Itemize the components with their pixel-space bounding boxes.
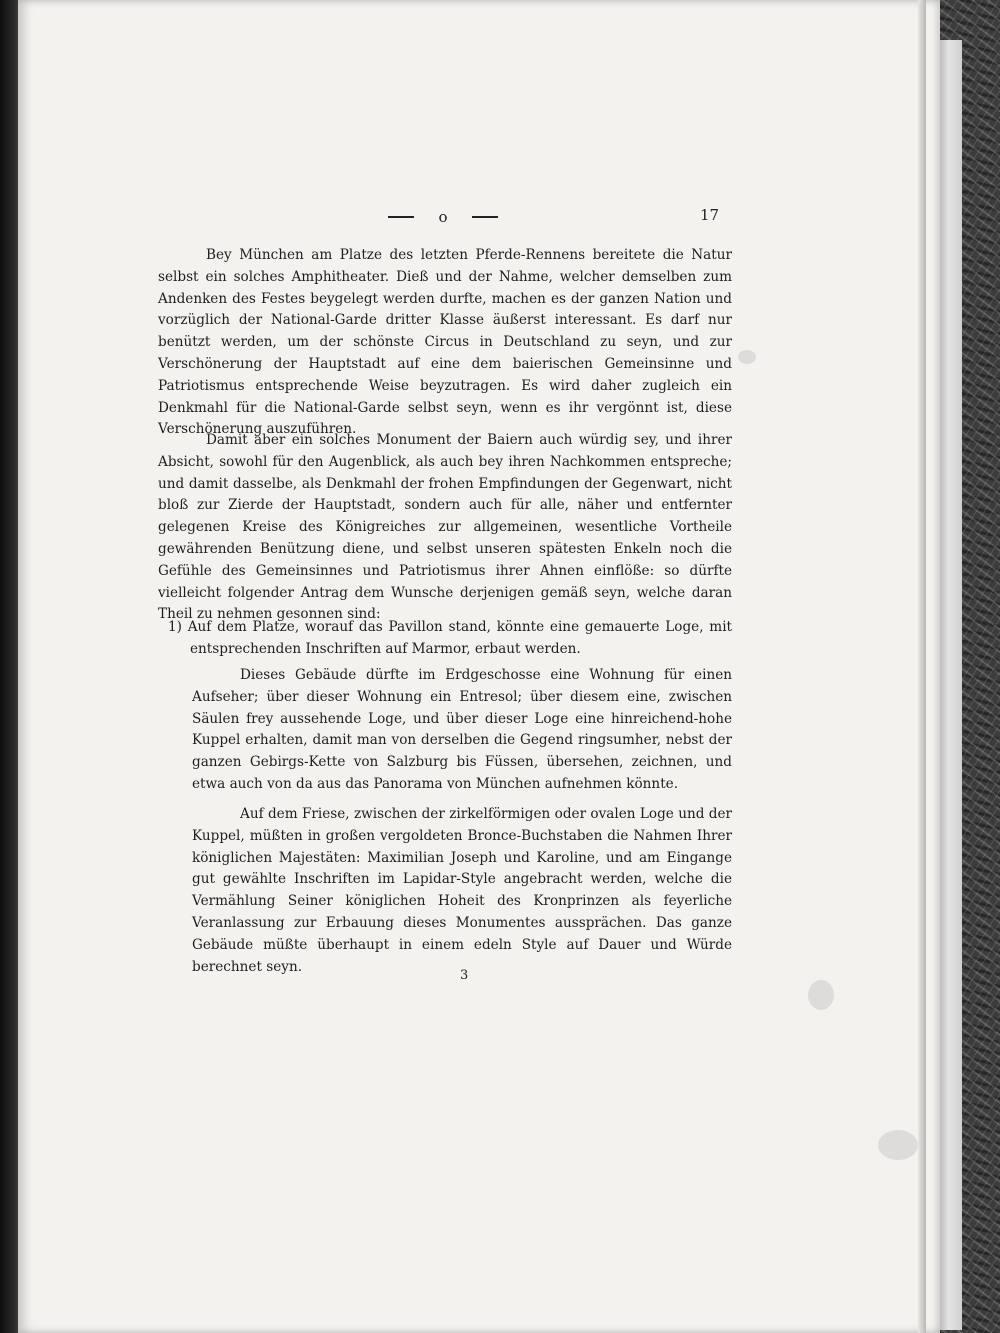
paper-stain <box>878 1130 918 1160</box>
running-head-ornament <box>388 206 498 228</box>
paragraph-2 <box>158 430 732 626</box>
ornament-dash-left <box>388 216 414 218</box>
page-number: 17 <box>700 206 720 224</box>
paragraph-2-text: Damit aber ein solches Monument der Baiern auch würdig sey, und ihrer Absicht, sowohl für den Augenblick, als auch bey ihren Nachkommen entspreche; und damit dasselbe, als Denkmahl der frohen Empfindungen der Gegenwart, nicht bloß zur Zierde der Hauptstadt, sondern auch für alle, näher und entfernter gelegenen Kreise des Königreiches zur allgemeinen, wesentliche Vortheile gewährenden Benützung diene, und selbst unseren spätesten Enkeln noch die Gefühle des Gemeinsinnes und Patriotismus ihrer Ahnen einflöße: so dürfte vielleicht folgender Antrag dem Wunsche derjenigen gemäß seyn, welche daran Theil zu nehmen gesonnen sind: <box>158 432 732 623</box>
ornament-mark: o <box>438 208 448 226</box>
ornament-dash-right <box>472 216 498 218</box>
numbered-item-1 <box>168 617 732 661</box>
paragraph-1-text: Bey München am Platze des letzten Pferde-Rennens bereitete die Natur selbst ein solches Amphitheater. Dieß und der Nahme, welcher demselben zum Andenken des Festes beygelegt werden durfte, machen es der ganzen Nation und vorzüglich der National-Garde dritter Klasse äußerst interessant. Es darf nur benützt werden, um der schönste Circus in Deutschland zu seyn, und zur Verschönerung der Hauptstadt auf eine dem baierischen Gemeinsinne und Patriotismus entsprechende Weise beyzutragen. Es wird daher zugleich ein Denkmahl für die National-Garde selbst seyn, wenn es ihr vergönnt ist, diese Verschönerung auszuführen. <box>158 247 732 438</box>
paper-stain <box>808 980 834 1010</box>
paragraph-1 <box>158 245 732 441</box>
signature-mark: 3 <box>460 968 469 983</box>
paragraph-4-text: Auf dem Friese, zwischen der zirkelförmigen oder ovalen Loge und der Kuppel, müßten in großen vergoldeten Bronce-Buchstaben die Nahmen Ihrer königlichen Majestäten: Maximilian Joseph und Karoline, und am Eingange gut gewählte Inschriften im Lapidar-Style angebracht werden, welche die Vermählung Seiner königlichen Hoheit des Kronprinzen als feyerliche Veranlassung zur Erbauung dieses Monumentes aussprächen. Das ganze Gebäude müßte überhaupt in einem edeln Style auf Dauer und Würde berechnet seyn. <box>192 806 732 975</box>
page-edge-shadow <box>918 0 926 1333</box>
paper-stain <box>738 350 756 364</box>
paragraph-3 <box>192 665 732 796</box>
paragraph-3-text: Dieses Gebäude dürfte im Erdgeschosse eine Wohnung für einen Aufseher; über dieser Wohnung ein Entresol; über diesem eine, zwischen Säulen frey aussehende Loge, und über dieser Loge eine hinreichend-hohe Kuppel erhalten, damit man von derselben die Gegend ringsumher, nebst der ganzen Gebirgs-Kette von Salzburg bis Füssen, übersehen, zeichnen, und etwa auch von da aus das Panorama von München aufnehmen könnte. <box>192 667 732 792</box>
cover-inner-strip <box>940 40 962 1330</box>
numbered-item-1-text: 1) Auf dem Platze, worauf das Pavillon stand, könnte eine gemauerte Loge, mit entsprechenden Inschriften auf Marmor, erbaut werden. <box>168 619 732 657</box>
paragraph-4 <box>192 804 732 978</box>
